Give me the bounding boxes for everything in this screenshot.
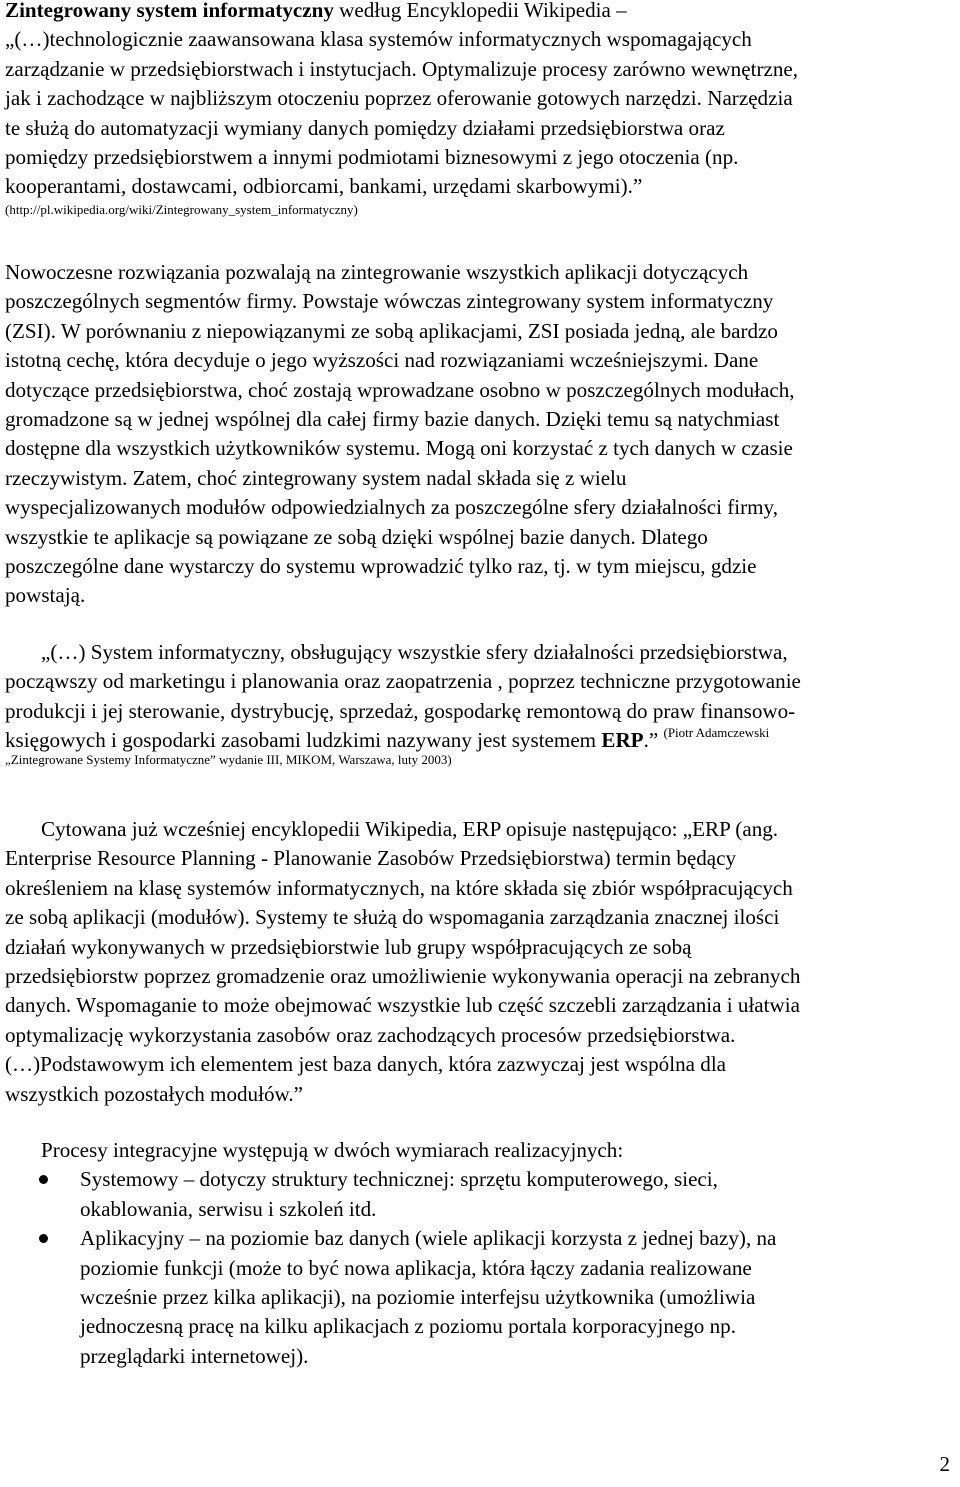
text-line: przedsiębiorstw poprzez gromadzenie oraz umożliwienie wykonywania operacji na zebranych <box>5 964 801 989</box>
text-line: Cytowana już wcześniej encyklopedii Wikipedia, ERP opisuje następująco: „ERP (ang. <box>41 817 779 841</box>
text-line: te służą do automatyzacji wymiany danych pomiędzy działami przedsiębiorstwa oraz <box>5 115 725 140</box>
paragraph-erp-quote <box>5 638 955 768</box>
text-line: Systemowy – dotyczy struktury technicznej: sprzętu komputerowego, sieci, <box>80 1167 718 1192</box>
text-line: kooperantami, dostawcami, odbiorcami, bankami, urzędami skarbowymi).” <box>5 174 643 199</box>
text-line: (…)Podstawowym ich elementem jest baza danych, która zazwyczaj jest wspólna dla <box>5 1052 727 1077</box>
text-line: istotną cechę, która decyduje o jego wyższości nad rozwiązaniami wcześniejszymi. Dane <box>5 348 759 373</box>
citation-superscript: (Piotr Adamczewski <box>663 725 770 741</box>
text-line: dostępne dla wszystkich użytkowników systemu. Mogą oni korzystać z tych danych w czasie <box>5 436 793 461</box>
source-citation: (http://pl.wikipedia.org/wiki/Zintegrowany_system_informatyczny) <box>5 201 358 217</box>
text-line: poziomie funkcji (może to być nowa aplikacja, która łączy zadania realizowane <box>80 1255 752 1280</box>
text-line: poszczególne dane wystarczy do systemu wprowadzić tylko raz, tj. w tym miejscu, gdzie <box>5 554 757 579</box>
text-line: okablowania, serwisu i szkoleń itd. <box>80 1196 377 1221</box>
text-line: optymalizację wykorzystania zasobów oraz zachodzących procesów przedsiębiorstwa. <box>5 1022 736 1047</box>
text-line: „(…) System informatyczny, obsługujący wszystkie sfery działalności przedsiębiorstwa, <box>41 640 788 664</box>
text-line: wszystkie te aplikacje są powiązane ze sobą dzięki wspólnej bazie danych. Dlatego <box>5 524 708 549</box>
text-line: określeniem na klasę systemów informatycznych, na które składa się zbiór współpracujących <box>5 875 793 900</box>
text-line: Enterprise Resource Planning - Planowanie Zasobów Przedsiębiorstwa) termin będący <box>5 846 737 871</box>
text-line: powstają. <box>5 583 86 608</box>
paragraph-integration-processes <box>5 1136 955 1371</box>
text-line: przeglądarki internetowej). <box>80 1343 309 1368</box>
text-line <box>5 0 955 25</box>
text-line: dotyczące przedsiębiorstwa, choć zostają wprowadzane osobno w poszczególnych modułach, <box>5 377 795 402</box>
text-line: jak i zachodzące w najbliższym otoczeniu poprzez oferowanie gotowych narzędzi. Narzędzia <box>5 86 793 111</box>
text-line: Procesy integracyjne występują w dwóch wymiarach realizacyjnych: <box>41 1138 624 1162</box>
list-item <box>5 1165 955 1224</box>
text-line: wszystkich pozostałych modułów.” <box>5 1081 303 1106</box>
text-line: produkcji i jej sterowanie, dystrybucję, sprzedaż, gospodarkę remontową do praw finansowo- <box>5 698 796 723</box>
text-line: „(…)technologicznie zaawansowana klasa systemów informatycznych wspomagających <box>5 27 752 52</box>
text-line: gromadzone są w jednej wspólnej dla całej firmy bazie danych. Dzięki temu są natychmiast <box>5 407 780 432</box>
source-citation: „Zintegrowane Systemy Informatyczne” wydanie III, MIKOM, Warszawa, luty 2003) <box>5 751 452 767</box>
list-item <box>5 1224 955 1371</box>
text-line: danych. Wspomaganie to może obejmować wszystkie lub część szczebli zarządzania i ułatwia <box>5 993 800 1018</box>
text-line: jednoczesną pracę na kilku aplikacjach z poziomu portala korporacyjnego np. <box>80 1314 736 1339</box>
text-line: zarządzanie w przedsiębiorstwach i instytucjach. Optymalizuje procesy zarówno wewnętrzne, <box>5 56 799 81</box>
bullet-icon <box>39 1175 48 1184</box>
text-line: rzeczywistym. Zatem, choć zintegrowany system nadal składa się z wielu <box>5 465 627 490</box>
page-number: 2 <box>939 1452 950 1476</box>
bullet-list <box>5 1165 955 1371</box>
text-line: Aplikacyjny – na poziomie baz danych (wiele aplikacji korzysta z jednej bazy), na <box>80 1226 777 1251</box>
text-line: ze sobą aplikacji (modułów). Systemy te służą do wspomagania zarządzania znacznej ilości <box>5 905 780 930</box>
text-line: pomiędzy przedsiębiorstwem a innymi podmiotami biznesowymi z jego otoczenia (np. <box>5 145 739 170</box>
text-line-part: według Encyklopedii Wikipedia – <box>333 0 627 22</box>
paragraph-wikipedia-zsi <box>5 0 955 218</box>
paragraph-erp-definition <box>5 815 955 1109</box>
erp-term: ERP <box>601 728 644 753</box>
text-line: działań wykonywanych w przedsiębiorstwie lub grupy współpracujących ze sobą <box>5 934 692 959</box>
paragraph-zsi-description <box>5 258 955 611</box>
text-line: wyspecjalizowanych modułów odpowiedzialnych za poszczególne sfery działalności firmy, <box>5 495 778 520</box>
bullet-icon <box>39 1234 48 1243</box>
text-line: poszczególnych segmentów firmy. Powstaje wówczas zintegrowany system informatyczny <box>5 289 774 314</box>
text-line-part: księgowych i gospodarki zasobami ludzkimi nazywany jest systemem <box>5 728 602 753</box>
text-line-part: .” <box>643 728 659 753</box>
text-line: Nowoczesne rozwiązania pozwalają na zintegrowanie wszystkich aplikacji dotyczących <box>5 260 749 284</box>
defined-term: Zintegrowany system informatyczny <box>5 0 334 22</box>
text-line: (ZSI). W porównaniu z niepowiązanymi ze sobą aplikacjami, ZSI posiada jedną, ale bardzo <box>5 318 778 343</box>
text-line: począwszy od marketingu i planowania oraz zaopatrzenia , poprzez techniczne przygotowanie <box>5 669 801 694</box>
text-line: wcześnie przez kilka aplikacji), na poziomie interfejsu użytkownika (umożliwia <box>80 1285 756 1310</box>
